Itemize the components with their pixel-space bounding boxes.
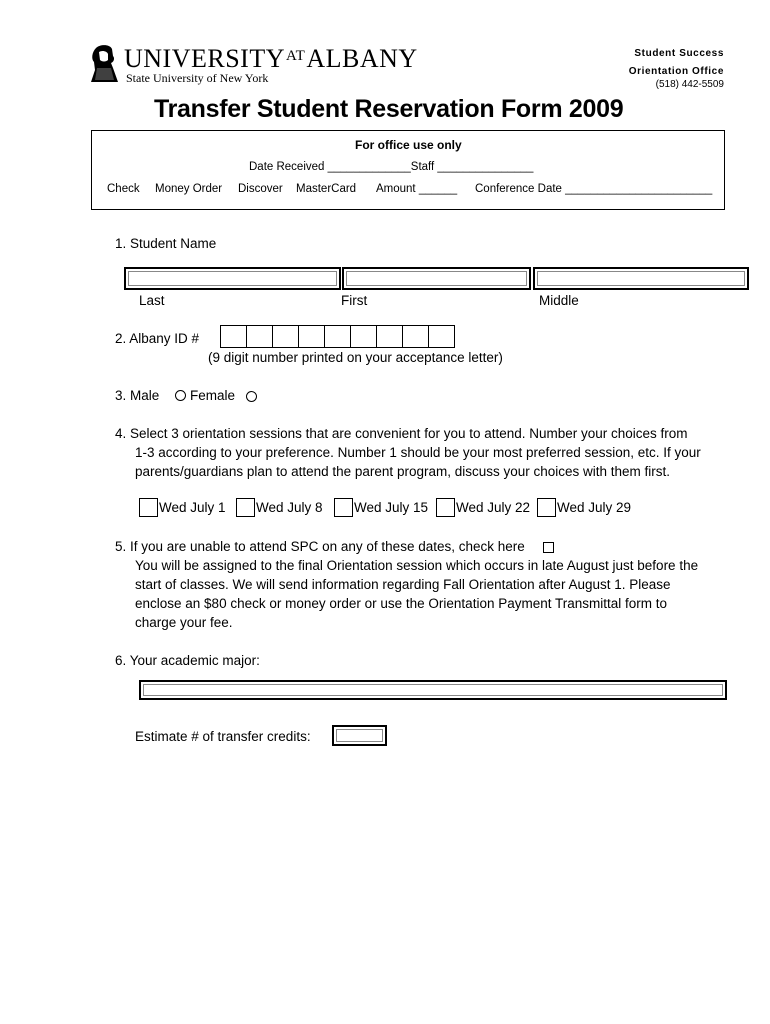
academic-major-input[interactable] <box>139 680 727 700</box>
logo-at: AT <box>286 48 306 64</box>
q4-line3: parents/guardians plan to attend the parent program, discuss your choices with them first. <box>135 464 671 479</box>
albany-id-digit[interactable] <box>220 325 247 348</box>
female-radio[interactable] <box>246 391 257 402</box>
session-checkbox[interactable] <box>139 498 158 517</box>
session-option[interactable] <box>537 498 631 517</box>
unable-to-attend-checkbox[interactable] <box>543 542 554 553</box>
q4-line2: 1-3 according to your preference. Number 1 should be your most preferred session, etc. If your <box>135 445 701 460</box>
session-option[interactable] <box>139 498 226 517</box>
session-label: Wed July 15 <box>354 500 429 515</box>
office-use-heading: For office use only <box>355 138 462 152</box>
q5-line3: start of classes. We will send information regarding Fall Orientation after August 1. Please <box>135 577 671 592</box>
albany-id-digit[interactable] <box>428 325 455 348</box>
session-option[interactable] <box>334 498 428 517</box>
albany-id-digit[interactable] <box>324 325 351 348</box>
office-line2: Orientation Office <box>628 66 724 77</box>
minerva-logo-icon <box>88 44 120 84</box>
female-label: Female <box>190 388 236 403</box>
q1-label: 1. Student Name <box>115 236 217 251</box>
session-label: Wed July 22 <box>456 500 531 515</box>
session-checkbox[interactable] <box>334 498 353 517</box>
middle-name-input[interactable] <box>533 267 749 290</box>
male-radio[interactable] <box>175 390 186 401</box>
q5-line5: charge your fee. <box>135 615 233 630</box>
albany-id-digit[interactable] <box>298 325 325 348</box>
session-checkbox[interactable] <box>537 498 556 517</box>
albany-id-note: (9 digit number printed on your acceptance letter) <box>208 350 503 365</box>
q5-line1: 5. If you are unable to attend SPC on any of these dates, check here <box>115 539 525 554</box>
office-payment-check: Check <box>107 183 140 195</box>
albany-id-digit[interactable] <box>350 325 377 348</box>
office-payment-money-order: Money Order <box>155 183 223 195</box>
university-logo <box>88 44 418 86</box>
office-line1: Student Success <box>634 48 724 59</box>
albany-id-digit[interactable] <box>376 325 403 348</box>
logo-albany: ALBANY <box>306 44 418 73</box>
q5-line2: You will be assigned to the final Orientation session which occurs in late August just before the <box>135 558 699 573</box>
office-amount: Amount ______ <box>376 183 458 195</box>
office-date-received: Date Received _____________Staff _______________ <box>249 161 534 173</box>
session-checkbox[interactable] <box>436 498 455 517</box>
middle-name-label: Middle <box>539 293 579 308</box>
q2-label: 2. Albany ID # <box>115 331 200 346</box>
albany-id-digit[interactable] <box>402 325 429 348</box>
page-title: Transfer Student Reservation Form 2009 <box>154 95 624 123</box>
session-label: Wed July 29 <box>557 500 632 515</box>
q4-line1: 4. Select 3 orientation sessions that are convenient for you to attend. Number your choices from <box>115 426 688 441</box>
session-label: Wed July 1 <box>159 500 226 515</box>
office-payment-mastercard: MasterCard <box>296 183 357 195</box>
office-payment-discover: Discover <box>238 183 283 195</box>
office-conference-date: Conference Date _______________________ <box>475 183 713 195</box>
first-name-input[interactable] <box>342 267 531 290</box>
session-label: Wed July 8 <box>256 500 323 515</box>
session-option[interactable] <box>236 498 323 517</box>
university-wordmark <box>124 44 418 74</box>
office-phone: (518) 442-5509 <box>655 79 724 90</box>
transfer-credits-label: Estimate # of transfer credits: <box>135 729 311 744</box>
albany-id-digit[interactable] <box>272 325 299 348</box>
session-option[interactable] <box>436 498 530 517</box>
transfer-credits-input[interactable] <box>332 725 387 746</box>
q3-label: 3. Male <box>115 388 160 403</box>
q5-line4: enclose an $80 check or money order or use the Orientation Payment Transmittal form to <box>135 596 668 611</box>
logo-university: UNIVERSITY <box>124 44 285 73</box>
q6-label: 6. Your academic major: <box>115 653 260 668</box>
last-name-label: Last <box>139 293 165 308</box>
session-checkbox[interactable] <box>236 498 255 517</box>
albany-id-digit[interactable] <box>246 325 273 348</box>
last-name-input[interactable] <box>124 267 341 290</box>
first-name-label: First <box>341 293 368 308</box>
logo-subtitle: State University of New York <box>126 71 269 85</box>
albany-id-input[interactable] <box>220 325 455 348</box>
